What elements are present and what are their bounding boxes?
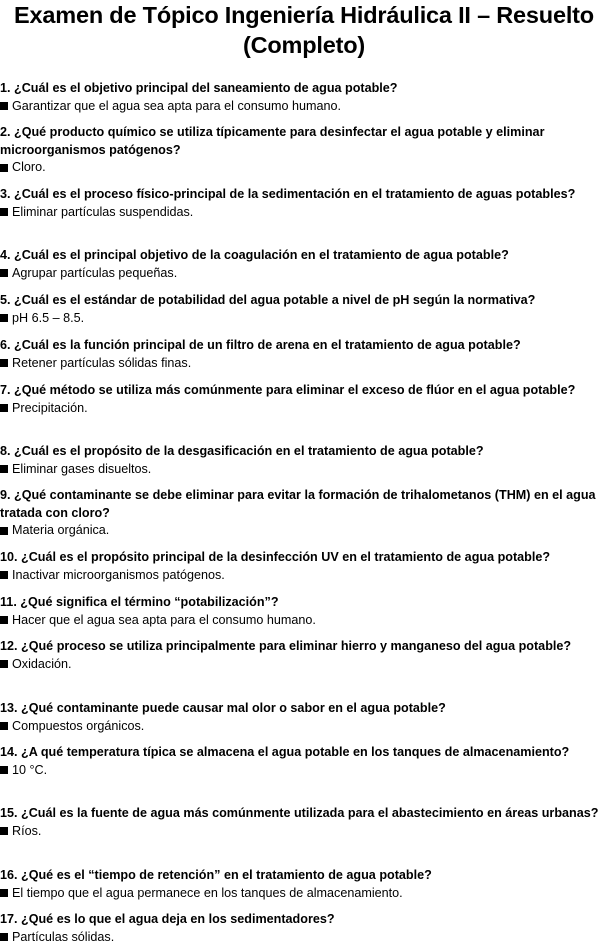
answer-row bbox=[0, 656, 608, 674]
answer-text: Partículas sólidas. bbox=[12, 929, 114, 946]
answer-text: Compuestos orgánicos. bbox=[12, 718, 144, 736]
question-item bbox=[0, 186, 608, 221]
question-item bbox=[0, 247, 608, 282]
question-text: 10. ¿Cuál es el propósito principal de la desinfección UV en el tratamiento de agua potable? bbox=[0, 549, 608, 567]
answer-text: Eliminar gases disueltos. bbox=[12, 461, 151, 479]
question-item bbox=[0, 80, 608, 115]
bullet-square-icon bbox=[0, 465, 8, 473]
document-title: Examen de Tópico Ingeniería Hidráulica II – Resuelto (Completo) bbox=[0, 0, 608, 60]
answer-row bbox=[0, 355, 608, 373]
bullet-square-icon bbox=[0, 616, 8, 624]
answer-row bbox=[0, 885, 608, 903]
answer-text: Garantizar que el agua sea apta para el consumo humano. bbox=[12, 98, 341, 116]
answer-row bbox=[0, 204, 608, 222]
answer-text: El tiempo que el agua permanece en los tanques de almacenamiento. bbox=[12, 885, 403, 903]
question-item bbox=[0, 382, 608, 417]
answer-row bbox=[0, 718, 608, 736]
answer-row bbox=[0, 762, 608, 780]
question-item bbox=[0, 292, 608, 327]
answer-row bbox=[0, 823, 608, 841]
bullet-square-icon bbox=[0, 102, 8, 110]
question-text: 5. ¿Cuál es el estándar de potabilidad del agua potable a nivel de pH según la normativa? bbox=[0, 292, 608, 310]
answer-row bbox=[0, 567, 608, 585]
answer-row bbox=[0, 400, 608, 418]
answer-text: Ríos. bbox=[12, 823, 41, 841]
question-item bbox=[0, 487, 608, 540]
question-item bbox=[0, 594, 608, 629]
question-text: 1. ¿Cuál es el objetivo principal del saneamiento de agua potable? bbox=[0, 80, 608, 98]
bullet-square-icon bbox=[0, 527, 8, 535]
answer-row bbox=[0, 929, 608, 946]
answer-text: Inactivar microorganismos patógenos. bbox=[12, 567, 225, 585]
answer-text: 10 °C. bbox=[12, 762, 47, 780]
answer-text: pH 6.5 – 8.5. bbox=[12, 310, 84, 328]
question-item bbox=[0, 443, 608, 478]
question-item bbox=[0, 805, 608, 840]
answer-text: Precipitación. bbox=[12, 400, 88, 418]
question-text: 11. ¿Qué significa el término “potabilización”? bbox=[0, 594, 608, 612]
answer-text: Cloro. bbox=[12, 159, 46, 177]
bullet-square-icon bbox=[0, 933, 8, 941]
answer-row bbox=[0, 522, 608, 540]
bullet-square-icon bbox=[0, 208, 8, 216]
bullet-square-icon bbox=[0, 571, 8, 579]
question-text: 7. ¿Qué método se utiliza más comúnmente para eliminar el exceso de flúor en el agua potable? bbox=[0, 382, 608, 400]
answer-row bbox=[0, 310, 608, 328]
answer-text: Agrupar partículas pequeñas. bbox=[12, 265, 177, 283]
question-item bbox=[0, 744, 608, 779]
question-item bbox=[0, 337, 608, 372]
bullet-square-icon bbox=[0, 404, 8, 412]
bullet-square-icon bbox=[0, 660, 8, 668]
question-text: 8. ¿Cuál es el propósito de la desgasificación en el tratamiento de agua potable? bbox=[0, 443, 608, 461]
question-text: 6. ¿Cuál es la función principal de un filtro de arena en el tratamiento de agua potable? bbox=[0, 337, 608, 355]
question-text: 12. ¿Qué proceso se utiliza principalmente para eliminar hierro y manganeso del agua potable? bbox=[0, 638, 608, 656]
answer-row bbox=[0, 265, 608, 283]
bullet-square-icon bbox=[0, 269, 8, 277]
answer-row bbox=[0, 612, 608, 630]
bullet-square-icon bbox=[0, 359, 8, 367]
question-item bbox=[0, 638, 608, 673]
bullet-square-icon bbox=[0, 314, 8, 322]
question-text: 4. ¿Cuál es el principal objetivo de la coagulación en el tratamiento de agua potable? bbox=[0, 247, 608, 265]
answer-row bbox=[0, 159, 608, 177]
answer-row bbox=[0, 98, 608, 116]
bullet-square-icon bbox=[0, 766, 8, 774]
question-text: 14. ¿A qué temperatura típica se almacena el agua potable en los tanques de almacenamiento? bbox=[0, 744, 608, 762]
question-text: 2. ¿Qué producto químico se utiliza típicamente para desinfectar el agua potable y eliminar microorganismos patógenos? bbox=[0, 124, 608, 159]
question-item bbox=[0, 124, 608, 177]
answer-text: Oxidación. bbox=[12, 656, 72, 674]
answer-row bbox=[0, 461, 608, 479]
bullet-square-icon bbox=[0, 164, 8, 172]
question-text: 3. ¿Cuál es el proceso físico-principal de la sedimentación en el tratamiento de aguas potables? bbox=[0, 186, 608, 204]
question-item bbox=[0, 867, 608, 902]
answer-text: Eliminar partículas suspendidas. bbox=[12, 204, 193, 222]
answer-text: Retener partículas sólidas finas. bbox=[12, 355, 191, 373]
question-text: 17. ¿Qué es lo que el agua deja en los sedimentadores? bbox=[0, 911, 608, 929]
question-text: 9. ¿Qué contaminante se debe eliminar para evitar la formación de trihalometanos (THM) en el agua tratada con cloro? bbox=[0, 487, 608, 522]
question-item bbox=[0, 549, 608, 584]
question-item bbox=[0, 911, 608, 946]
question-text: 15. ¿Cuál es la fuente de agua más comúnmente utilizada para el abastecimiento en áreas urbanas? bbox=[0, 805, 608, 823]
question-text: 13. ¿Qué contaminante puede causar mal olor o sabor en el agua potable? bbox=[0, 700, 608, 718]
answer-text: Hacer que el agua sea apta para el consumo humano. bbox=[12, 612, 316, 630]
bullet-square-icon bbox=[0, 889, 8, 897]
question-text: 16. ¿Qué es el “tiempo de retención” en el tratamiento de agua potable? bbox=[0, 867, 608, 885]
bullet-square-icon bbox=[0, 722, 8, 730]
bullet-square-icon bbox=[0, 827, 8, 835]
question-item bbox=[0, 700, 608, 735]
answer-text: Materia orgánica. bbox=[12, 522, 109, 540]
